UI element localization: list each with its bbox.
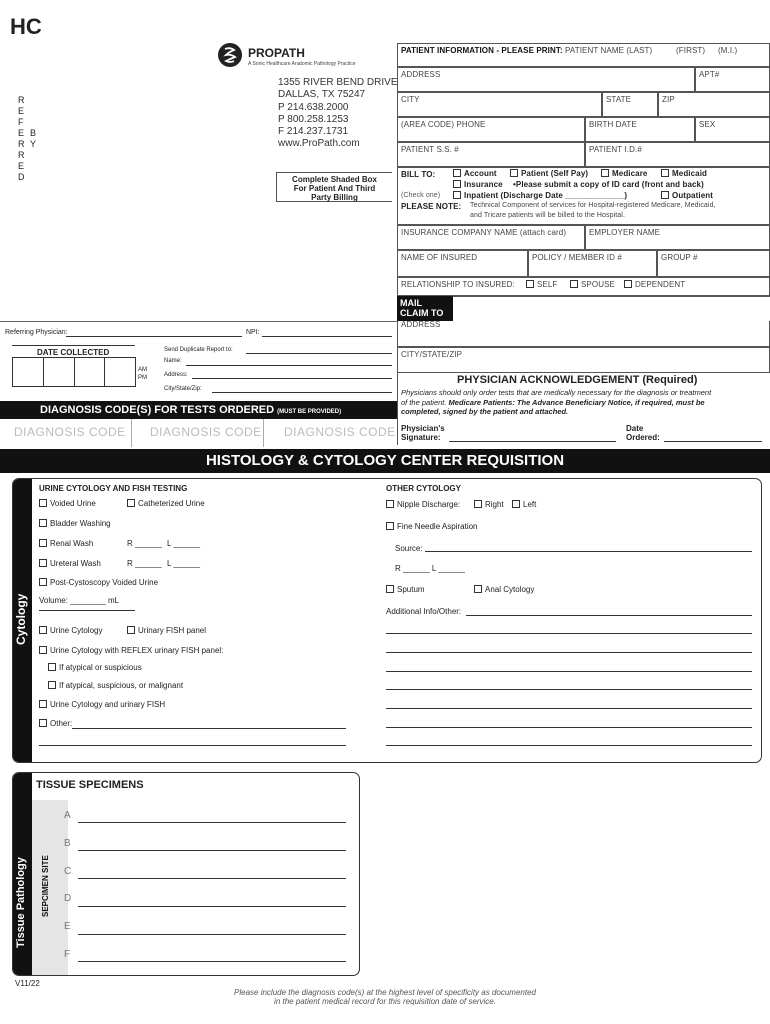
birth-date-label: BIRTH DATE bbox=[589, 120, 637, 129]
specimen-site-label: SEPCIMEN SITE bbox=[41, 855, 50, 917]
ack-text-line: of the patient. bbox=[401, 397, 449, 407]
outpatient-checkbox[interactable] bbox=[661, 191, 669, 199]
date-ordered-line[interactable] bbox=[664, 441, 762, 442]
propath-logo-icon bbox=[217, 42, 243, 68]
diagnosis-code-placeholder: DIAGNOSIS CODE bbox=[14, 425, 126, 439]
date-box[interactable] bbox=[44, 358, 75, 386]
lab-address bbox=[278, 77, 398, 151]
patient-id-field[interactable] bbox=[585, 142, 770, 167]
divider bbox=[0, 321, 397, 322]
by-letter: B bbox=[30, 128, 37, 138]
diagnosis-code-placeholder: DIAGNOSIS CODE bbox=[150, 425, 262, 439]
additional-line[interactable] bbox=[386, 727, 752, 728]
self-label: SELF bbox=[537, 280, 558, 289]
voided-urine-checkbox[interactable] bbox=[39, 499, 47, 507]
left-checkbox[interactable] bbox=[512, 500, 520, 508]
mail-city-field[interactable] bbox=[397, 347, 770, 373]
renal-r-blank[interactable]: R ______ bbox=[127, 539, 162, 548]
sputum-checkbox[interactable] bbox=[386, 585, 394, 593]
urinary-fish-label: Urinary FISH panel bbox=[138, 626, 207, 635]
footer-note bbox=[170, 988, 600, 1006]
referred-letter: R bbox=[18, 139, 25, 149]
source-label: Source: bbox=[395, 544, 423, 553]
diagnosis-note: (MUST BE PROVIDED) bbox=[277, 409, 342, 415]
am-pm-label bbox=[138, 366, 147, 382]
medicaid-checkbox[interactable] bbox=[661, 169, 669, 177]
other-line[interactable] bbox=[72, 728, 346, 729]
additional-line[interactable] bbox=[466, 615, 752, 616]
renal-wash-option[interactable] bbox=[39, 539, 93, 548]
diagnosis-code-field[interactable] bbox=[0, 419, 132, 447]
bladder-washing-label: Bladder Washing bbox=[50, 519, 111, 528]
renal-wash-label: Renal Wash bbox=[50, 539, 94, 548]
self-checkbox[interactable] bbox=[526, 280, 534, 288]
ureteral-wash-option[interactable] bbox=[39, 559, 101, 568]
date-collected-boxes[interactable] bbox=[12, 357, 136, 387]
ssn-field[interactable] bbox=[397, 142, 585, 167]
inpatient-option[interactable] bbox=[453, 191, 627, 200]
specimen-b-line[interactable] bbox=[78, 850, 346, 851]
ack-title: PHYSICIAN ACKNOWLEDGEMENT (Required) bbox=[457, 374, 698, 386]
nipple-label: Nipple Discharge: bbox=[397, 500, 461, 509]
referred-letter: E bbox=[18, 106, 25, 116]
catheterized-checkbox[interactable] bbox=[127, 499, 135, 507]
insurance-option[interactable] bbox=[453, 180, 503, 189]
if-atypical-checkbox[interactable] bbox=[48, 663, 56, 671]
anal-checkbox[interactable] bbox=[474, 585, 482, 593]
check-one-label: (Check one) bbox=[401, 192, 441, 199]
other-line-2[interactable] bbox=[39, 745, 346, 746]
footer-note-line: in the patient medical record for this requisition date of service. bbox=[274, 997, 496, 1006]
duplicate-report-line[interactable] bbox=[246, 353, 392, 354]
group-field[interactable] bbox=[657, 250, 770, 277]
urine-cytology-label: Urine Cytology bbox=[50, 626, 103, 635]
catheterized-label: Catheterized Urine bbox=[138, 499, 205, 508]
additional-info-label: Additional Info/Other: bbox=[386, 607, 462, 616]
nipple-option[interactable] bbox=[386, 500, 460, 509]
brand-name: PROPATH bbox=[248, 46, 305, 60]
bill-to-label: BILL TO: bbox=[401, 170, 436, 179]
ack-text-bold: completed, signed by the patient and attached. bbox=[401, 407, 569, 416]
duplicate-report-label: Send Duplicate Report to: bbox=[164, 347, 233, 353]
inpatient-label: Inpatient (Discharge Date _____________) bbox=[464, 191, 628, 200]
insurance-company-label: INSURANCE COMPANY NAME (attach card) bbox=[401, 228, 567, 237]
mail-address-label: ADDRESS bbox=[401, 320, 441, 329]
additional-line[interactable] bbox=[386, 671, 752, 672]
reflex-fish-checkbox[interactable] bbox=[39, 646, 47, 654]
other-label: Other: bbox=[50, 719, 73, 728]
specimen-f-label: F bbox=[64, 949, 71, 960]
dup-name-line[interactable] bbox=[186, 365, 392, 366]
other-option[interactable] bbox=[39, 719, 72, 728]
urine-header: URINE CYTOLOGY AND FISH TESTING bbox=[39, 484, 188, 493]
address-label: ADDRESS bbox=[401, 70, 441, 79]
signature-line[interactable] bbox=[449, 441, 616, 442]
specimen-site-band bbox=[32, 800, 71, 976]
address-line: P 214.638.2000 bbox=[278, 101, 349, 113]
tissue-header: TISSUE SPECIMENS bbox=[36, 779, 144, 791]
policy-field[interactable] bbox=[528, 250, 657, 277]
billing-note-line-1: Technical Component of services for Hospital-registered Medicare, Medicaid, bbox=[470, 202, 716, 209]
shaded-box-note bbox=[276, 172, 392, 202]
specimen-e-label: E bbox=[64, 921, 71, 932]
medicare-checkbox[interactable] bbox=[601, 169, 609, 177]
fna-label: Fine Needle Aspiration bbox=[397, 522, 478, 531]
patient-info-header: PATIENT INFORMATION - PLEASE PRINT: bbox=[401, 46, 563, 55]
patient-id-label: PATIENT I.D.# bbox=[589, 145, 642, 154]
additional-line[interactable] bbox=[386, 708, 752, 709]
apt-field[interactable] bbox=[695, 67, 770, 92]
signature-label-line: Signature: bbox=[401, 433, 441, 442]
spouse-label: SPOUSE bbox=[581, 280, 615, 289]
left-label: Left bbox=[523, 500, 537, 509]
diagnosis-code-field[interactable] bbox=[132, 419, 264, 447]
address-line: DALLAS, TX 75247 bbox=[278, 89, 366, 101]
specimen-a-line[interactable] bbox=[78, 822, 346, 823]
insurance-note: •Please submit a copy of ID card (front and back) bbox=[513, 180, 704, 189]
date-box[interactable] bbox=[75, 358, 106, 386]
sputum-label: Sputum bbox=[397, 585, 425, 594]
if-atypical-label: If atypical or suspicious bbox=[59, 663, 142, 672]
if-malignant-label: If atypical, suspicious, or malignant bbox=[59, 681, 184, 690]
ureteral-r-blank[interactable]: R ______ bbox=[127, 559, 162, 568]
reflex-fish-label: Urine Cytology with REFLEX urinary FISH panel: bbox=[50, 646, 224, 655]
diagnosis-codes-row bbox=[0, 419, 397, 447]
self-pay-label: Patient (Self Pay) bbox=[521, 169, 589, 178]
policy-label: POLICY / MEMBER ID # bbox=[532, 253, 622, 262]
nipple-checkbox[interactable] bbox=[386, 500, 394, 508]
specimen-d-line[interactable] bbox=[78, 906, 346, 907]
by-label bbox=[30, 128, 36, 150]
mail-claim-label bbox=[397, 296, 453, 321]
self-option[interactable] bbox=[526, 280, 557, 289]
first-name-label: (FIRST) bbox=[676, 46, 706, 55]
shaded-note-line: Complete Shaded Box bbox=[292, 175, 377, 184]
group-label: GROUP # bbox=[661, 253, 698, 262]
diagnosis-title: DIAGNOSIS CODE(S) FOR TESTS ORDERED bbox=[40, 404, 275, 416]
phone-field[interactable] bbox=[397, 117, 585, 142]
post-cysto-checkbox[interactable] bbox=[39, 578, 47, 586]
dup-city-line[interactable] bbox=[212, 392, 392, 393]
state-label: STATE bbox=[606, 95, 632, 104]
if-atypical-option[interactable] bbox=[48, 663, 142, 672]
by-letter: Y bbox=[30, 139, 37, 149]
state-field[interactable] bbox=[602, 92, 658, 117]
address-line: 1355 RIVER BEND DRIVE bbox=[278, 77, 398, 88]
insurance-label: Insurance bbox=[464, 180, 503, 189]
ureteral-wash-label: Ureteral Wash bbox=[50, 559, 101, 568]
last-name-label: PATIENT NAME (LAST) bbox=[562, 46, 653, 55]
referred-letter: F bbox=[18, 117, 24, 127]
brand-tagline: A Sonic Healthcare Anatomic Pathology Practice bbox=[248, 61, 356, 67]
referring-physician-label: Referring Physician: bbox=[5, 329, 68, 336]
insured-name-field[interactable] bbox=[397, 250, 528, 277]
address-line: P 800.258.1253 bbox=[278, 113, 349, 125]
self-pay-option[interactable] bbox=[510, 169, 588, 178]
fna-option[interactable] bbox=[386, 522, 478, 531]
mail-claim-name-field[interactable] bbox=[453, 296, 770, 321]
patient-name-field[interactable] bbox=[397, 43, 770, 67]
if-malignant-option[interactable] bbox=[48, 681, 183, 690]
mail-city-label: CITY/STATE/ZIP bbox=[401, 350, 463, 359]
account-option[interactable] bbox=[453, 169, 497, 178]
additional-line[interactable] bbox=[386, 689, 752, 690]
specimen-c-label: C bbox=[64, 866, 72, 877]
phone-label: (AREA CODE) PHONE bbox=[401, 120, 486, 129]
other-checkbox[interactable] bbox=[39, 719, 47, 727]
bladder-washing-checkbox[interactable] bbox=[39, 519, 47, 527]
spouse-checkbox[interactable] bbox=[570, 280, 578, 288]
ssn-label: PATIENT S.S. # bbox=[401, 145, 459, 154]
birth-date-field[interactable] bbox=[585, 117, 695, 142]
specimen-e-line[interactable] bbox=[78, 934, 346, 935]
ack-text bbox=[401, 388, 769, 417]
additional-line[interactable] bbox=[386, 745, 752, 746]
specimen-a-label: A bbox=[64, 810, 71, 821]
employer-field[interactable] bbox=[585, 225, 770, 250]
date-ordered-label bbox=[626, 424, 660, 442]
requisition-title-bar bbox=[0, 449, 770, 473]
catheterized-option[interactable] bbox=[127, 499, 205, 508]
form-code: HC bbox=[10, 14, 42, 39]
outpatient-option[interactable] bbox=[661, 191, 713, 200]
mail-label: MAIL bbox=[400, 298, 422, 308]
urine-cytology-option[interactable] bbox=[39, 626, 102, 635]
sputum-option[interactable] bbox=[386, 585, 425, 594]
fna-checkbox[interactable] bbox=[386, 522, 394, 530]
right-label: Right bbox=[485, 500, 504, 509]
ureteral-l-blank[interactable]: L ______ bbox=[167, 559, 201, 568]
npi-label: NPI: bbox=[246, 329, 260, 336]
mi-label: (M.I.) bbox=[718, 46, 738, 55]
version-label: V11/22 bbox=[15, 979, 40, 988]
date-ordered-label-line: Ordered: bbox=[626, 433, 660, 442]
post-cysto-label: Post-Cystoscopy Voided Urine bbox=[50, 578, 159, 587]
relationship-label: RELATIONSHIP TO INSURED: bbox=[401, 280, 515, 289]
medicare-option[interactable] bbox=[601, 169, 647, 178]
dup-address-line[interactable] bbox=[192, 378, 392, 379]
specimen-f-line[interactable] bbox=[78, 961, 346, 962]
referred-letter: R bbox=[18, 150, 25, 160]
am-label: AM bbox=[138, 367, 147, 373]
cyto-fish-option[interactable] bbox=[39, 700, 165, 709]
additional-line[interactable] bbox=[386, 652, 752, 653]
cytology-section bbox=[12, 478, 762, 763]
medicaid-label: Medicaid bbox=[672, 169, 708, 178]
cyto-fish-checkbox[interactable] bbox=[39, 700, 47, 708]
ureteral-wash-checkbox[interactable] bbox=[39, 559, 47, 567]
referred-letter: E bbox=[18, 161, 25, 171]
npi-line[interactable] bbox=[262, 336, 392, 337]
shaded-note-line: For Patient And Third bbox=[293, 184, 376, 193]
medicaid-option[interactable] bbox=[661, 169, 707, 178]
signature-label bbox=[401, 424, 445, 442]
anal-label: Anal Cytology bbox=[485, 585, 535, 594]
date-box[interactable] bbox=[13, 358, 44, 386]
account-checkbox[interactable] bbox=[453, 169, 461, 177]
city-label: CITY bbox=[401, 95, 420, 104]
urine-cytology-checkbox[interactable] bbox=[39, 626, 47, 634]
outpatient-label: Outpatient bbox=[672, 191, 713, 200]
signature-label-line: Physician's bbox=[401, 424, 445, 433]
dependent-label: DEPENDENT bbox=[635, 280, 686, 289]
left-option[interactable] bbox=[512, 500, 536, 509]
footer-note-line: Please include the diagnosis code(s) at the highest level of specificity as documented bbox=[234, 988, 536, 997]
mail-address-field[interactable] bbox=[397, 321, 770, 347]
right-checkbox[interactable] bbox=[474, 500, 482, 508]
source-line[interactable] bbox=[425, 551, 752, 552]
referred-label bbox=[18, 95, 25, 183]
voided-urine-label: Voided Urine bbox=[50, 499, 96, 508]
zip-label: ZIP bbox=[662, 95, 675, 104]
diagnosis-code-placeholder: DIAGNOSIS CODE bbox=[284, 425, 396, 439]
cyto-fish-label: Urine Cytology and urinary FISH bbox=[50, 700, 166, 709]
ack-text-bold: Medicare Patients: The Advance Beneficiary Notice, if required, must be bbox=[448, 397, 705, 407]
ack-text-line: Physicians should only order tests that are medically necessary for the diagnosis or treatment bbox=[401, 388, 712, 397]
other-cytology-header: OTHER CYTOLOGY bbox=[386, 484, 461, 493]
tissue-side-label: Tissue Pathology bbox=[15, 857, 27, 948]
referred-letter: D bbox=[18, 172, 25, 182]
if-malignant-checkbox[interactable] bbox=[48, 681, 56, 689]
bladder-washing-option[interactable] bbox=[39, 519, 111, 528]
dup-address-label: Address: bbox=[164, 372, 188, 378]
account-label: Account bbox=[464, 169, 497, 178]
apt-label: APT# bbox=[699, 70, 720, 79]
voided-urine-option[interactable] bbox=[39, 499, 96, 508]
inpatient-checkbox[interactable] bbox=[453, 191, 461, 199]
referring-physician-line[interactable] bbox=[66, 336, 242, 337]
dup-name-label: Name: bbox=[164, 358, 182, 364]
insured-name-label: NAME OF INSURED bbox=[401, 253, 478, 262]
relationship-row bbox=[397, 277, 770, 296]
zip-field[interactable] bbox=[658, 92, 770, 117]
spouse-option[interactable] bbox=[570, 280, 615, 289]
pm-label: PM bbox=[138, 375, 147, 381]
date-collected-label: DATE COLLECTED bbox=[37, 348, 110, 357]
dup-city-label: City/State/Zip: bbox=[164, 386, 202, 392]
dependent-option[interactable] bbox=[624, 280, 685, 289]
employer-label: EMPLOYER NAME bbox=[589, 228, 661, 237]
volume-underline bbox=[39, 610, 135, 611]
specimen-b-label: B bbox=[64, 838, 71, 849]
claim-to-label: CLAIM TO bbox=[400, 308, 444, 318]
sex-field[interactable] bbox=[695, 117, 770, 142]
additional-line[interactable] bbox=[386, 633, 752, 634]
billing-block bbox=[397, 167, 770, 225]
right-option[interactable] bbox=[474, 500, 504, 509]
referred-letter: E bbox=[18, 128, 25, 138]
specimen-c-line[interactable] bbox=[78, 878, 346, 879]
billing-note-line-2: and Tricare patients will be billed to the Hospital. bbox=[470, 212, 626, 219]
date-box[interactable] bbox=[105, 358, 135, 386]
city-field[interactable] bbox=[397, 92, 602, 117]
volume-field[interactable]: Volume: ________ mL bbox=[39, 596, 120, 605]
urinary-fish-option[interactable] bbox=[127, 626, 206, 635]
diagnosis-code-field[interactable] bbox=[264, 419, 397, 447]
medicare-label: Medicare bbox=[612, 169, 648, 178]
dependent-checkbox[interactable] bbox=[624, 280, 632, 288]
shaded-note-line: Party Billing bbox=[311, 193, 358, 202]
address-field[interactable] bbox=[397, 67, 695, 92]
urinary-fish-checkbox[interactable] bbox=[127, 626, 135, 634]
date-ordered-label-line: Date bbox=[626, 424, 644, 433]
please-note-label: PLEASE NOTE: bbox=[401, 202, 462, 211]
address-line: F 214.237.1731 bbox=[278, 126, 349, 138]
insurance-checkbox[interactable] bbox=[453, 180, 461, 188]
cytology-side-label: Cytology bbox=[14, 593, 28, 645]
requisition-title: HISTOLOGY & CYTOLOGY CENTER REQUISITION bbox=[205, 452, 565, 469]
referred-letter: R bbox=[18, 95, 25, 105]
renal-l-blank[interactable]: L ______ bbox=[167, 539, 201, 548]
sex-label: SEX bbox=[699, 120, 716, 129]
fna-rl-blank[interactable]: R ______ L ______ bbox=[395, 564, 465, 573]
specimen-d-label: D bbox=[64, 893, 72, 904]
address-line: www.ProPath.com bbox=[278, 138, 360, 150]
anal-option[interactable] bbox=[474, 585, 534, 594]
insurance-company-field[interactable] bbox=[397, 225, 585, 250]
self-pay-checkbox[interactable] bbox=[510, 169, 518, 177]
post-cysto-option[interactable] bbox=[39, 578, 158, 587]
renal-wash-checkbox[interactable] bbox=[39, 539, 47, 547]
reflex-fish-option[interactable] bbox=[39, 646, 223, 655]
diagnosis-bar bbox=[0, 401, 397, 419]
